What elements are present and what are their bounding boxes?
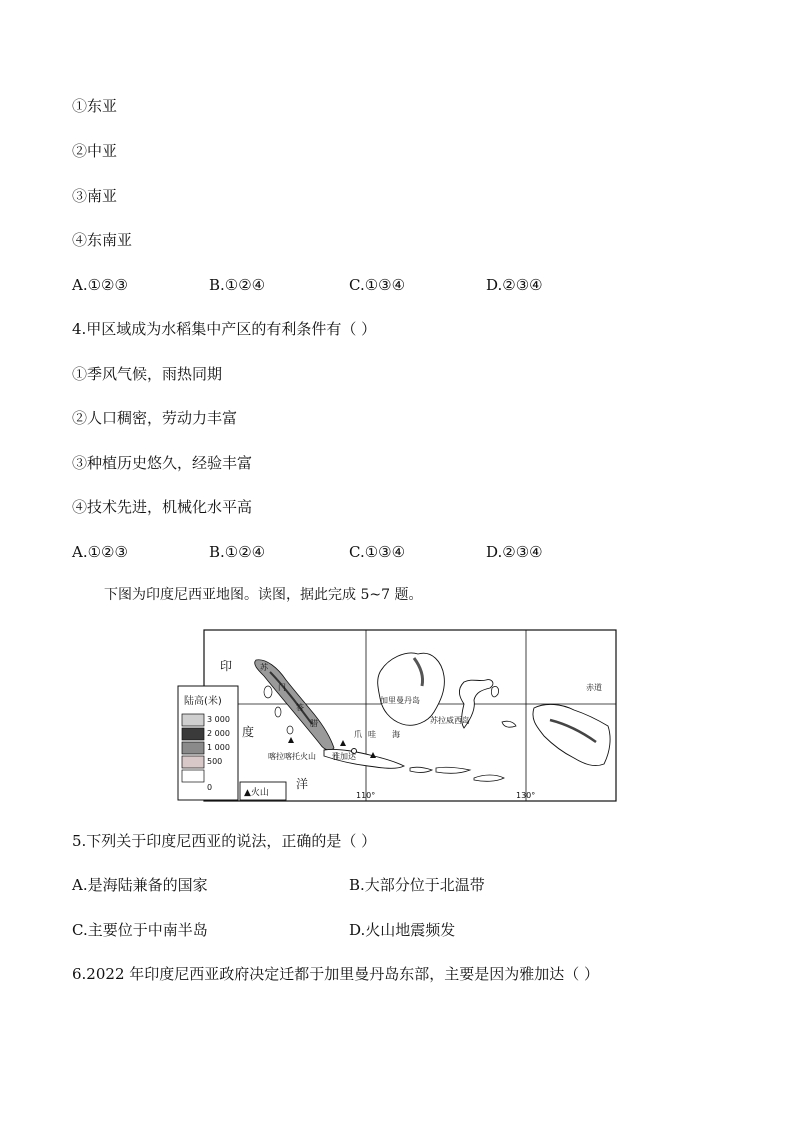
q4-choices bbox=[72, 542, 672, 562]
q3-choice-d: D.②③④ bbox=[486, 276, 543, 294]
map-intro: 下图为印度尼西亚地图。读图，据此完成 5~7 题。 bbox=[104, 587, 423, 603]
sumatra-char-2: 门 bbox=[278, 683, 286, 692]
q4-choice-a: A.①②③ bbox=[72, 543, 128, 561]
ocean-char-yang: 洋 bbox=[296, 777, 309, 791]
q3-option-1: ①东亚 bbox=[72, 97, 118, 115]
legend-swatch-3000 bbox=[182, 714, 204, 726]
q4-option-1: ①季风气候，雨热同期 bbox=[72, 365, 223, 383]
equator-label: 赤道 bbox=[586, 683, 602, 692]
q4-stem: 4.甲区域成为水稻集中产区的有利条件有（ ） bbox=[72, 320, 377, 338]
q5-choices-row-2 bbox=[72, 920, 672, 940]
q4-choice-d: D.②③④ bbox=[486, 543, 543, 561]
indonesia-map-svg bbox=[174, 628, 618, 804]
legend-level-500: 500 bbox=[207, 757, 223, 766]
legend-level-3000: 3 000 bbox=[207, 715, 230, 724]
legend-level-1000: 1 000 bbox=[207, 743, 230, 752]
q5-choice-b: B.大部分位于北温带 bbox=[349, 876, 485, 894]
q4-option-3: ③种植历史悠久，经验丰富 bbox=[72, 454, 253, 472]
java-sea-char-2: 哇 bbox=[368, 730, 376, 739]
q4-choice-c: C.①③④ bbox=[349, 543, 406, 561]
q3-choice-b: B.①②④ bbox=[209, 276, 266, 294]
java-sea-char-1: 爪 bbox=[354, 730, 362, 739]
indonesia-map bbox=[174, 628, 618, 804]
kalimantan-label: 加里曼丹岛 bbox=[380, 696, 420, 705]
legend-swatch-500 bbox=[182, 756, 204, 768]
ocean-char-du: 度 bbox=[242, 725, 255, 739]
longitude-130-label: 130° bbox=[516, 791, 536, 800]
q3-choices bbox=[72, 275, 672, 295]
islet-2 bbox=[275, 707, 281, 717]
islet-3 bbox=[287, 726, 293, 734]
legend-swatch-1000 bbox=[182, 742, 204, 754]
q5-choices-row-1 bbox=[72, 875, 672, 895]
q5-choice-c: C.主要位于中南半岛 bbox=[72, 921, 208, 939]
q5-stem: 5.下列关于印度尼西亚的说法，正确的是（ ） bbox=[72, 832, 377, 850]
jakarta-label: 雅加达 bbox=[332, 752, 356, 761]
q3-option-3: ③南亚 bbox=[72, 187, 118, 205]
sumatra-char-1: 苏 bbox=[260, 663, 268, 672]
q5-choice-d: D.火山地震频发 bbox=[349, 921, 456, 939]
q3-option-2: ②中亚 bbox=[72, 142, 118, 160]
islet-1 bbox=[264, 686, 272, 698]
legend-swatch-0 bbox=[182, 770, 204, 782]
q3-choice-a: A.①②③ bbox=[72, 276, 128, 294]
sumatra-char-3: 答 bbox=[296, 703, 304, 712]
q5-choice-a: A.是海陆兼备的国家 bbox=[72, 876, 208, 894]
q3-choice-c: C.①③④ bbox=[349, 276, 406, 294]
q4-option-2: ②人口稠密，劳动力丰富 bbox=[72, 409, 238, 427]
sulawesi-label: 苏拉威西岛 bbox=[430, 716, 470, 725]
volcano-legend-label: ▲火山 bbox=[244, 788, 269, 798]
legend-level-2000: 2 000 bbox=[207, 729, 230, 738]
q4-choice-b: B.①②④ bbox=[209, 543, 266, 561]
q3-option-4: ④东南亚 bbox=[72, 231, 133, 249]
java-sea-char-3: 海 bbox=[392, 730, 400, 739]
legend-level-0: 0 bbox=[207, 783, 213, 792]
q4-option-4: ④技术先进，机械化水平高 bbox=[72, 498, 253, 516]
ocean-char-yin: 印 bbox=[220, 659, 233, 673]
sumatra-char-4: 腊 bbox=[310, 719, 318, 728]
longitude-110-label: 110° bbox=[356, 791, 376, 800]
krakatau-label: 喀拉喀托火山 bbox=[268, 752, 316, 761]
legend-title: 陆高(米) bbox=[184, 696, 222, 707]
q6-stem: 6.2022 年印度尼西亚政府决定迁都于加里曼丹岛东部，主要是因为雅加达（ ） bbox=[72, 965, 600, 983]
halmahera-island bbox=[491, 686, 498, 696]
legend-swatch-2000 bbox=[182, 728, 204, 740]
